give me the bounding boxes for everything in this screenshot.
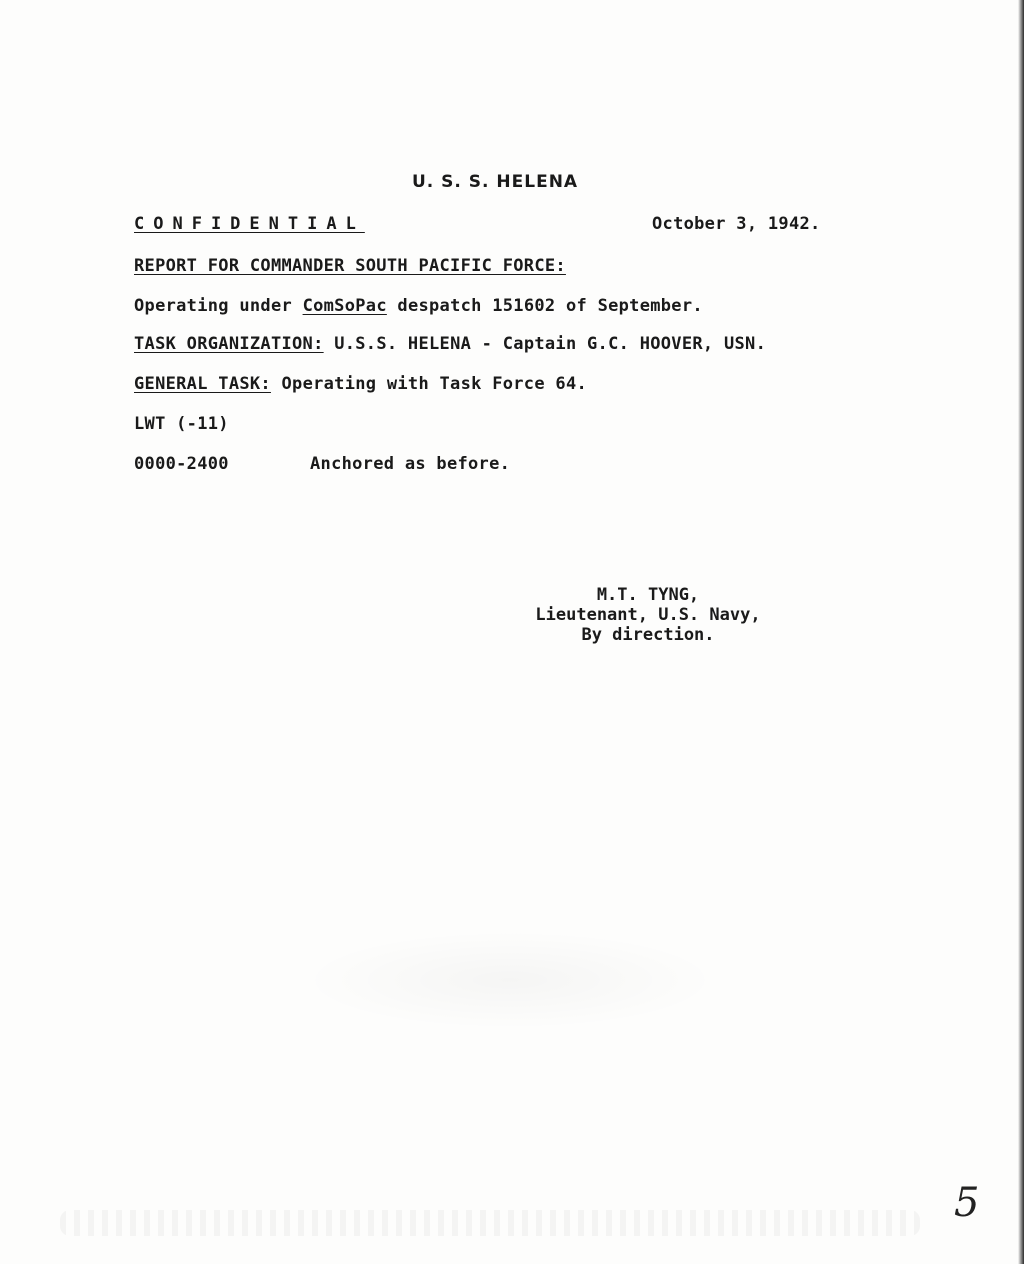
task-organization-text: U.S.S. HELENA - Captain G.C. HOOVER, USN. (334, 334, 767, 354)
signature-rank: Lieutenant, U.S. Navy, (535, 605, 761, 625)
operating-suffix: despatch 151602 of September. (397, 296, 703, 316)
general-task-label: GENERAL TASK: (134, 374, 271, 394)
scan-edge-shadow (1018, 0, 1024, 1264)
page-number: 5 (954, 1180, 980, 1226)
classification: CONFIDENTIAL (134, 214, 365, 234)
signature-note: By direction. (581, 625, 715, 645)
ship-title: U. S. S. HELENA (412, 172, 579, 192)
document-date: October 3, 1942. (652, 214, 821, 234)
bleed-through-mark (300, 930, 720, 1030)
task-organization-line (134, 334, 766, 354)
log-time: 0000-2400 (134, 454, 229, 474)
log-entry: Anchored as before. (310, 454, 511, 474)
signature-block (508, 585, 788, 645)
task-organization-label: TASK ORGANIZATION: (134, 334, 324, 354)
operating-line (134, 296, 703, 316)
bleed-through-strip (60, 1210, 920, 1236)
time-zone: LWT (-11) (134, 414, 229, 434)
operating-comsopac: ComSoPac (302, 296, 387, 316)
signature-name: M.T. TYNG, (596, 585, 700, 605)
operating-prefix: Operating under (134, 296, 293, 316)
general-task-text: Operating with Task Force 64. (281, 374, 588, 394)
general-task-line (134, 374, 587, 394)
report-heading: REPORT FOR COMMANDER SOUTH PACIFIC FORCE: (134, 256, 566, 276)
